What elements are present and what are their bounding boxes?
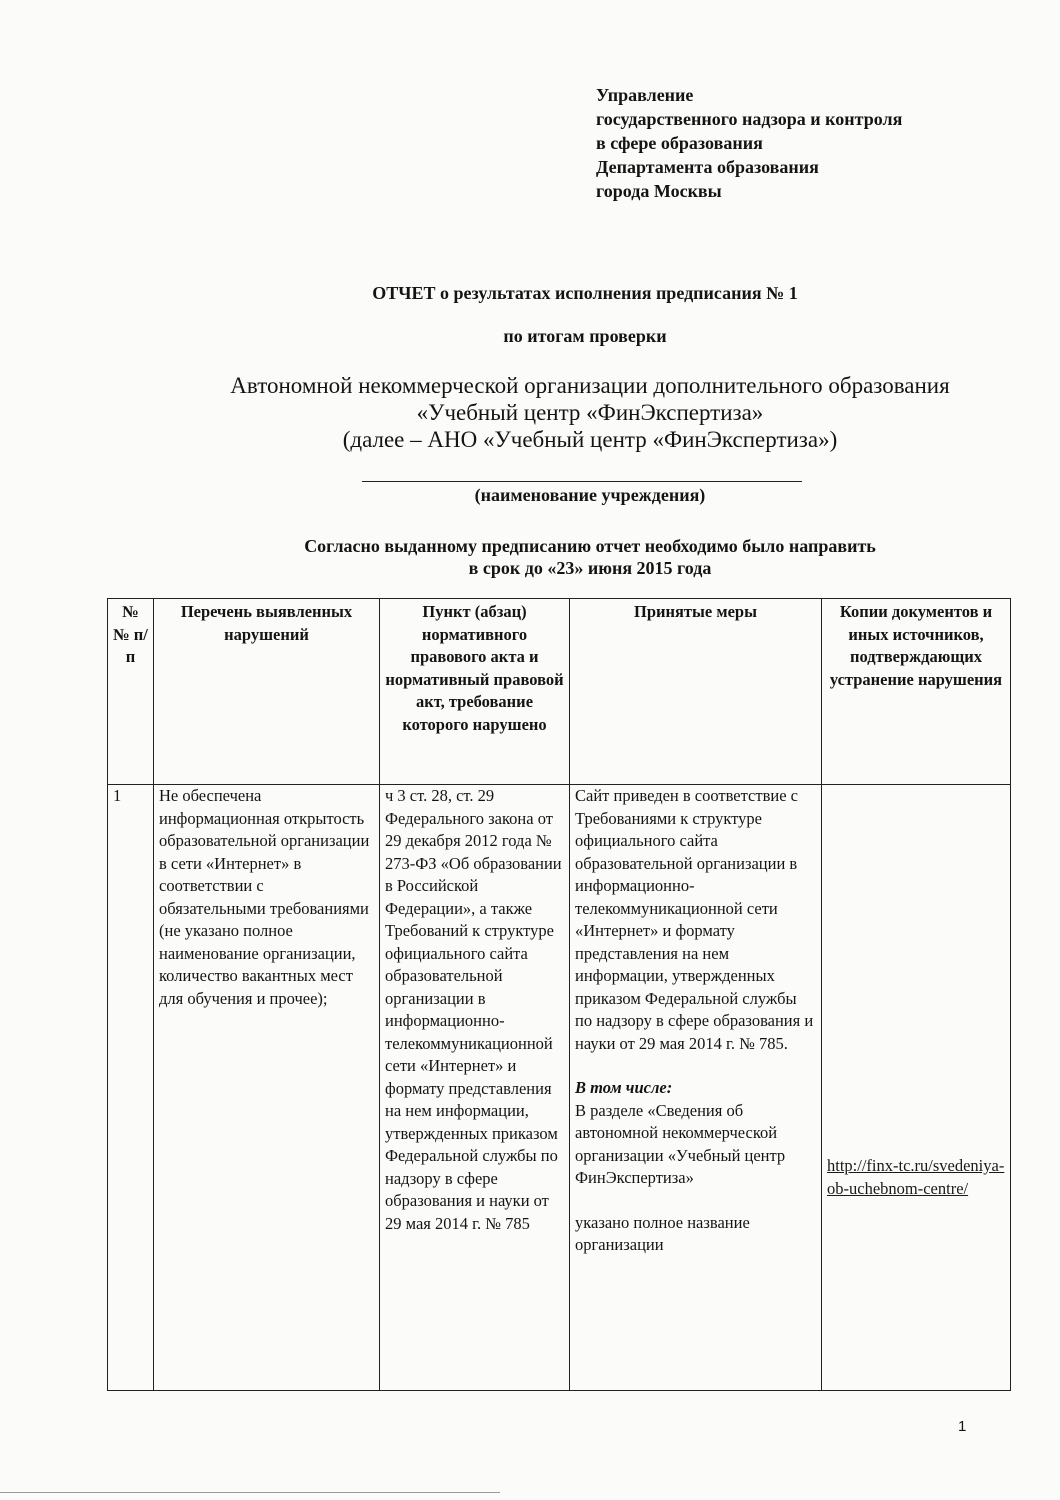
violation-text: Не обеспечена информационная открытость образовательной организации в сети «Интернет» в соответствии с обязательными требованиями (не указано полное наименование организации, количество вакантных мест для обучения и прочее); [154, 785, 380, 1391]
page-number: 1 [958, 1418, 967, 1435]
report-subtitle: по итогам проверки [503, 326, 667, 346]
organization-line: «Учебный центр «ФинЭкспертиза» [416, 400, 764, 425]
measures-heading: В том числе: [575, 1078, 673, 1097]
underline-rule [362, 481, 802, 482]
measures-main: Сайт приведен в соответствие с Требованиями к структуре официального сайта образовательной организации в информационно-телекоммуникационной сети «Интернет» и формату представления на нем информации, утвержденных приказом Федеральной службы по надзору в сфере образования и науки от 29 мая 2014 г. № 785. [575, 786, 814, 1053]
table-row [108, 785, 1011, 1391]
addressee-line: государственного надзора и контроля [596, 109, 903, 129]
evidence-link[interactable]: http://finx-tc.ru/svedeniya-ob-uchebnom-centre/ [827, 1156, 1005, 1198]
header-measures: Принятые меры [570, 599, 822, 785]
deadline-notice [170, 535, 1010, 579]
measures-section: В разделе «Сведения об автономной некоммерческой организации «Учебный центр ФинЭкспертиза» [575, 1100, 786, 1187]
header-legal-act: Пункт (абзац) нормативного правового акта и нормативный правовой акт, требование которого нарушено [380, 599, 570, 785]
header-evidence: Копии документов и иных источников, подтверждающих устранение нарушения [822, 599, 1011, 785]
addressee-block [596, 83, 902, 203]
deadline-line: Согласно выданному предписанию отчет необходимо было направить [304, 536, 876, 556]
addressee-line: Управление [596, 85, 694, 105]
header-violations: Перечень выявленных нарушений [154, 599, 380, 785]
legal-act-text: ч 3 ст. 28, ст. 29 Федерального закона от 29 декабря 2012 года № 273-ФЗ «Об образовании в Российской Федерации», а также Требований к структуре официального сайта образовательной организации в информационно-телекоммуникационной сети «Интернет» и формату представления на нем информации, утвержденных приказом Федеральной службы по надзору в сфере образования и науки от 29 мая 2014 г. № 785 [380, 785, 570, 1391]
organization-line: (далее – АНО «Учебный центр «ФинЭкспертиза») [342, 427, 838, 452]
organization-line: Автономной некоммерческой организации дополнительного образования [230, 373, 950, 398]
addressee-line: города Москвы [596, 181, 722, 201]
addressee-line: Департамента образования [596, 157, 819, 177]
organization-name [0, 372, 1060, 453]
deadline-line: в срок до «23» июня 2015 года [468, 558, 712, 578]
evidence-cell [822, 785, 1011, 1391]
organization-caption: (наименование учреждения) [474, 485, 706, 505]
measures-result: указано полное название организации [575, 1212, 750, 1254]
row-number: 1 [108, 785, 154, 1391]
addressee-line: в сфере образования [596, 133, 763, 153]
header-number: № № п/п [108, 599, 154, 785]
report-title: ОТЧЕТ о результатах исполнения предписания № 1 [372, 283, 798, 303]
table-header-row [108, 599, 1011, 785]
scan-edge-line [0, 1492, 500, 1493]
violations-table [107, 598, 1011, 1391]
measures-cell [570, 785, 822, 1391]
